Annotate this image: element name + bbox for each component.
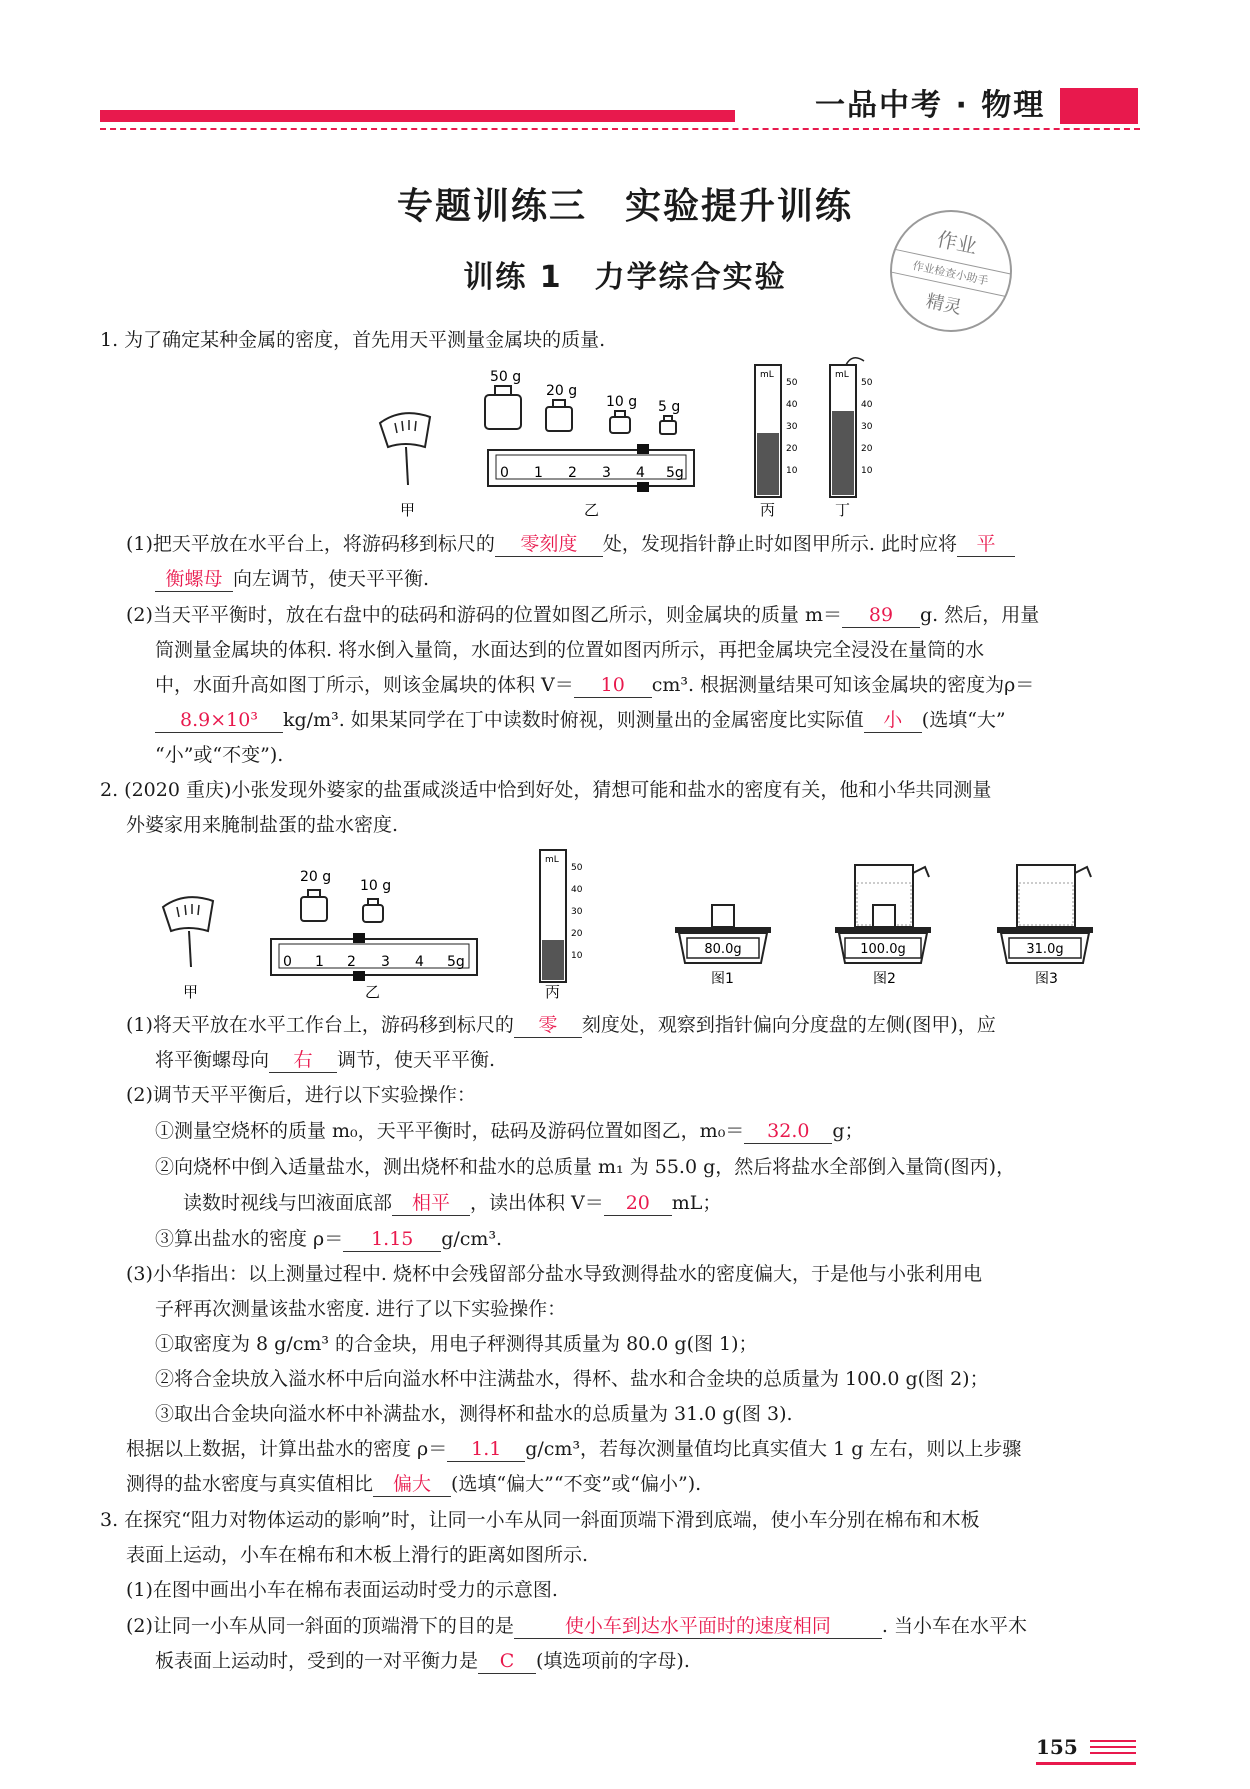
q1-part2-line1: (2)当天平平衡时，放在右盘中的砝码和游码的位置如图乙所示，则金属块的质量 m＝ 89 g. 然后，用量 (126, 604, 1040, 626)
cyl-tick: 10 (861, 466, 873, 476)
fig-caption: 丙 (760, 501, 776, 519)
q2-part1-line2: 将平衡螺母向 右 调节，使天平平衡. (155, 1049, 496, 1071)
fig-caption: 甲 (183, 983, 199, 1001)
cylinder-d (830, 358, 873, 497)
weight-50g-icon (485, 386, 521, 429)
scale-readout: 100.0g (860, 942, 906, 957)
scale-fig2 (835, 865, 931, 963)
fig-caption: 乙 (365, 983, 381, 1001)
rider-ruler (271, 933, 477, 981)
fig-caption: 图1 (711, 971, 734, 987)
cyl-tick: 40 (786, 400, 798, 410)
q3-stem: 3. 在探究“阻力对物体运动的影响”时，让同一小车从同一斜面顶端下滑到底端，使小车分别在棉布和木板 (100, 1509, 980, 1531)
page-stripe (1090, 1740, 1136, 1742)
header-divider (100, 128, 1140, 130)
q3-stem: 表面上运动，小车在棉布和木板上滑行的距离如图所示. (126, 1544, 589, 1566)
answer-blank: C (478, 1649, 536, 1674)
balance-dial-icon (163, 897, 213, 967)
q1-part2-line5: “小”或“不变”). (155, 744, 284, 766)
rider-marker (353, 971, 365, 981)
q2-conclusion-line1: 根据以上数据，计算出盐水的密度 ρ＝ 1.1 g/cm³，若每次测量值均比真实值大 1 g 左右，则以上步骤 (126, 1438, 1022, 1460)
stamp-line: 作业 (934, 226, 980, 259)
q2-part1-line1: (1)将天平放在水平工作台上，游码移到标尺的 零 刻度处，观察到指针偏向分度盘的左侧(图甲)，应 (126, 1014, 996, 1036)
fig-caption: 甲 (400, 501, 416, 519)
scale-fig1 (675, 905, 771, 963)
q2-op1: ①取密度为 8 g/cm³ 的合金块，用电子秤测得其质量为 80.0 g(图 1)； (155, 1333, 758, 1355)
weight-label: 5 g (658, 399, 681, 415)
rider-ruler (488, 444, 694, 492)
answer-blank: 零刻度 (495, 532, 603, 557)
ruler-tick: 3 (602, 465, 611, 481)
ruler-tick: 3 (381, 954, 390, 970)
fig-caption: 丁 (835, 501, 851, 519)
q2-op3: ③取出合金块向溢水杯中补满盐水，测得杯和盐水的总质量为 31.0 g(图 3). (155, 1403, 793, 1425)
cyl-tick: 40 (861, 400, 873, 410)
answer-blank: 8.9×10³ (155, 708, 283, 733)
ruler-tick: 1 (534, 465, 543, 481)
q2-part3-line1: (3)小华指出：以上测量过程中. 烧杯中会残留部分盐水导致测得盐水的密度偏大，于是他与小张利用电 (126, 1263, 982, 1285)
cyl-tick: 30 (571, 907, 583, 917)
cyl-tick: 30 (786, 422, 798, 432)
cyl-unit: mL (835, 370, 849, 380)
balance-dial-icon (380, 413, 430, 485)
weight-label: 20 g (300, 869, 332, 885)
cyl-tick: 20 (786, 444, 798, 454)
weight-20g-icon (546, 400, 572, 431)
q2-step1: ①测量空烧杯的质量 m₀，天平平衡时，砝码及游码位置如图乙，m₀＝ 32.0 g； (155, 1120, 864, 1142)
q3-part2-line2: 板表面上运动时，受到的一对平衡力是 C (填选项前的字母). (155, 1650, 690, 1672)
page-stripe (1090, 1746, 1136, 1748)
answer-blank: 1.1 (447, 1437, 525, 1462)
q1-part2-line2: 筒测量金属块的体积. 将水倒入量筒，水面达到的位置如图丙所示，再把金属块完全浸没在量筒的水 (155, 639, 985, 661)
cyl-unit: mL (760, 370, 774, 380)
answer-blank: 89 (842, 603, 920, 628)
q1-part2-line4: 8.9×10³ kg/m³. 如果某同学在丁中读数时俯视，则测量出的金属密度比实际值 小 (选填“大” (155, 708, 1006, 733)
answer-blank: 相平 (392, 1191, 470, 1216)
answer-blank: 衡螺母 (155, 567, 233, 592)
rider-marker (637, 444, 649, 454)
stamp-line: 作业检查小助手 (890, 249, 1010, 297)
fig-caption: 丙 (545, 983, 561, 1001)
cyl-tick: 20 (861, 444, 873, 454)
q2-conclusion-line2: 测得的盐水密度与真实值相比 偏大 (选填“偏大”“不变”或“偏小”). (126, 1473, 702, 1495)
q1-part2-line3: 中，水面升高如图丁所示，则该金属块的体积 V＝ 10 cm³. 根据测量结果可知该金属块的密度为ρ＝ (155, 674, 1035, 696)
q2-figure (155, 845, 1115, 1005)
ruler-tick: 5g (666, 465, 684, 481)
ruler-tick: 4 (415, 954, 424, 970)
header-bar (100, 110, 735, 122)
ruler-tick: 2 (347, 954, 356, 970)
stamp-line: 精灵 (924, 290, 964, 319)
cyl-tick: 30 (861, 422, 873, 432)
series-title: 一品中考 · 物理 (815, 88, 1046, 123)
answer-blank: 32.0 (744, 1119, 832, 1144)
q2-step2: ②向烧杯中倒入适量盐水，测出烧杯和盐水的总质量 m₁ 为 55.0 g，然后将盐水全部倒入量筒(图丙)， (155, 1156, 1016, 1178)
q2-op2: ②将合金块放入溢水杯中后向溢水杯中注满盐水，得杯、盐水和合金块的总质量为 100.0 g(图 2)； (155, 1368, 989, 1390)
section-title: 训练 1 力学综合实验 (463, 260, 787, 295)
q2-stem: 2. (2020 重庆)小张发现外婆家的盐蛋咸淡适中恰到好处，猜想可能和盐水的密度有关，他和小华共同测量 (100, 779, 992, 801)
answer-blank: 偏大 (373, 1472, 451, 1497)
weight-20g-icon (301, 890, 327, 921)
q2-step3: ③算出盐水的密度 ρ＝ 1.15 g/cm³. (155, 1228, 503, 1250)
cyl-unit: mL (545, 855, 559, 865)
weight-label: 10 g (360, 878, 392, 894)
weight-label: 50 g (490, 369, 522, 385)
scale-readout: 80.0g (704, 942, 742, 957)
weight-10g-icon (610, 411, 630, 433)
weight-10g-icon (363, 899, 383, 922)
q1-figure (370, 355, 890, 520)
answer-blank: 1.15 (343, 1227, 441, 1252)
ruler-tick: 0 (283, 954, 292, 970)
fig-caption: 乙 (584, 501, 600, 519)
cylinder-c (540, 850, 583, 982)
cyl-tick: 50 (786, 378, 798, 388)
rider-marker (637, 482, 649, 492)
ruler-tick: 0 (500, 465, 509, 481)
q3-part2-line1: (2)让同一小车从同一斜面的顶端滑下的目的是 使小车到达水平面时的速度相同 . 当小车在水平木 (126, 1615, 1028, 1637)
q2-part2: (2)调节天平平衡后，进行以下实验操作： (126, 1084, 476, 1106)
page-stripe (1090, 1752, 1136, 1754)
cyl-tick: 10 (786, 466, 798, 476)
header-block (1060, 88, 1138, 124)
page-number-underline (1036, 1762, 1136, 1765)
page-number: 155 (1036, 1735, 1078, 1759)
answer-blank: 右 (269, 1048, 337, 1073)
q2-step2-cont: 读数时视线与凹液面底部 相平 ，读出体积 V＝ 20 mL； (183, 1192, 722, 1214)
ruler-tick: 4 (636, 465, 645, 481)
answer-blank: 小 (864, 708, 922, 733)
scale-fig3 (997, 865, 1093, 963)
q2-part3-line2: 子秤再次测量该盐水密度. 进行了以下实验操作： (155, 1298, 567, 1320)
scale-readout: 31.0g (1026, 942, 1064, 957)
fig-caption: 图3 (1035, 971, 1058, 987)
ruler-tick: 2 (568, 465, 577, 481)
cyl-tick: 50 (571, 863, 583, 873)
weight-label: 20 g (546, 383, 578, 399)
weight-label: 10 g (606, 394, 638, 410)
cyl-tick: 40 (571, 885, 583, 895)
answer-blank: 零 (514, 1013, 582, 1038)
answer-blank: 20 (604, 1191, 672, 1216)
page-title: 专题训练三 实验提升训练 (396, 186, 853, 227)
cyl-tick: 20 (571, 929, 583, 939)
ruler-tick: 5g (447, 954, 465, 970)
q1-part1-line2: 衡螺母 向左调节，使天平平衡. (155, 567, 429, 592)
answer-blank: 使小车到达水平面时的速度相同 (514, 1614, 882, 1639)
q2-stem: 外婆家用来腌制盐蛋的盐水密度. (126, 814, 399, 836)
weight-5g-icon (660, 416, 676, 434)
cyl-tick: 10 (571, 951, 583, 961)
q1-stem: 1. 为了确定某种金属的密度，首先用天平测量金属块的质量. (100, 329, 606, 351)
cyl-tick: 50 (861, 378, 873, 388)
ruler-tick: 1 (315, 954, 324, 970)
fig-caption: 图2 (873, 971, 896, 987)
cylinder-c (755, 365, 798, 497)
answer-blank: 10 (574, 673, 652, 698)
q3-part1: (1)在图中画出小车在棉布表面运动时受力的示意图. (126, 1579, 558, 1601)
q1-part1-line1: (1)把天平放在水平台上，将游码移到标尺的 零刻度 处，发现指针静止时如图甲所示. 此时应将 平 (126, 532, 1015, 557)
answer-blank: 平 (957, 532, 1015, 557)
rider-marker (353, 933, 365, 943)
